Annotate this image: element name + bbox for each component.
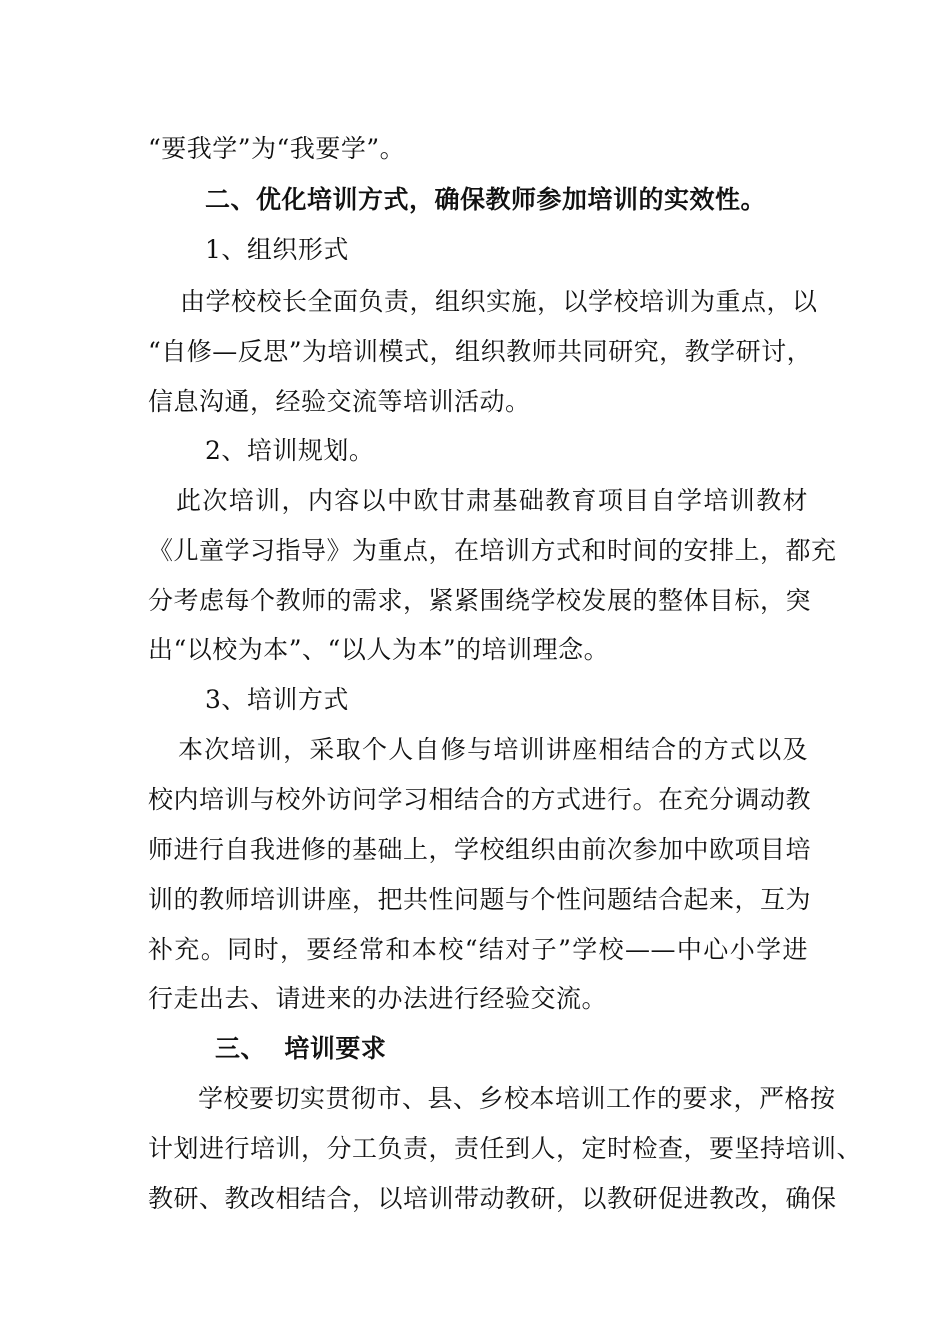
paragraph-line: “要我学”为“我要学”。 [148, 134, 406, 163]
paragraph-line: “自修—反思”为培训模式，组织教师共同研究，教学研讨， [148, 337, 813, 366]
paragraph-line: 训的教师培训讲座，把共性问题与个性问题结合起来，互为 [148, 885, 812, 914]
section-heading: 三、 培训要求 [215, 1034, 387, 1063]
paragraph-line: 《儿童学习指导》为重点，在培训方式和时间的安排上，都充 [148, 536, 837, 565]
subsection-heading: 2、培训规划。 [205, 436, 375, 465]
paragraph-line: 计划进行培训，分工负责，责任到人，定时检查，要坚持培训、 [148, 1134, 863, 1163]
paragraph-line: 由学校校长全面负责，组织实施，以学校培训为重点，以 [180, 287, 818, 316]
paragraph-line: 校内培训与校外访问学习相结合的方式进行。在充分调动教 [148, 785, 812, 814]
paragraph-line: 补充。同时，要经常和本校“结对子”学校——中心小学进 [148, 935, 808, 964]
paragraph-line: 此次培训，内容以中欧甘肃基础教育项目自学培训教材 [176, 486, 808, 515]
paragraph-line: 教研、教改相结合，以培训带动教研，以教研促进教改，确保 [148, 1184, 837, 1213]
paragraph-line: 学校要切实贯彻市、县、乡校本培训工作的要求，严格按 [198, 1084, 836, 1113]
paragraph-line: 师进行自我进修的基础上，学校组织由前次参加中欧项目培 [148, 835, 812, 864]
paragraph-line: 分考虑每个教师的需求，紧紧围绕学校发展的整体目标，突 [148, 586, 812, 615]
section-heading: 二、优化培训方式，确保教师参加培训的实效性。 [205, 185, 767, 214]
paragraph-line: 信息沟通，经验交流等培训活动。 [148, 387, 531, 416]
paragraph-line: 本次培训，采取个人自修与培训讲座相结合的方式以及 [178, 735, 808, 764]
subsection-heading: 3、培训方式 [205, 685, 349, 714]
paragraph-line: 出“以校为本”、“以人为本”的培训理念。 [148, 635, 610, 664]
subsection-heading: 1、组织形式 [205, 235, 349, 264]
paragraph-line: 行走出去、请进来的办法进行经验交流。 [148, 984, 608, 1013]
